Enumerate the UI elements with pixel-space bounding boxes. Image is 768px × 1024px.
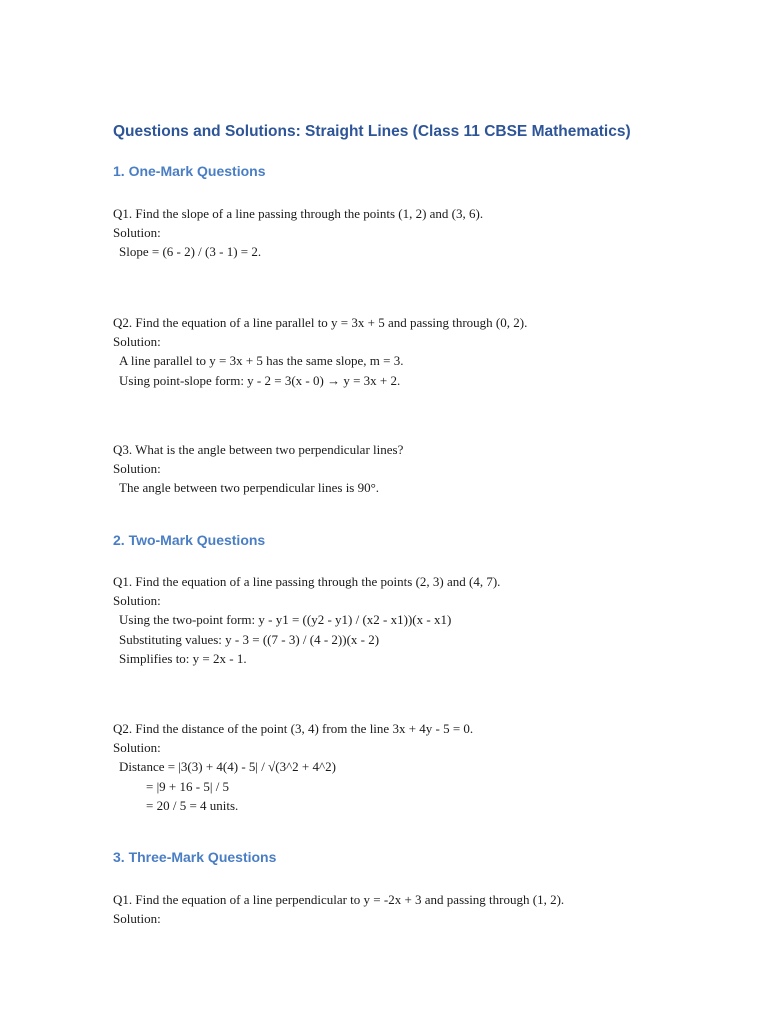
question-text: Q3. What is the angle between two perpendicular lines? <box>113 442 404 457</box>
question-block-1-1 <box>113 204 733 262</box>
solution-step: = 20 / 5 = 4 units. <box>146 797 239 813</box>
solution-label: Solution: <box>113 593 161 609</box>
section-heading-two-mark: 2. Two-Mark Questions <box>113 532 266 548</box>
solution-step: A line parallel to y = 3x + 5 has the same slope, m = 3. <box>119 353 404 369</box>
solution-step: Distance = |3(3) + 4(4) - 5| / √(3^2 + 4^2) <box>119 759 336 775</box>
solution-label: Solution: <box>113 461 161 477</box>
solution-label: Solution: <box>113 334 161 350</box>
question-text: Q1. Find the slope of a line passing through the points (1, 2) and (3, 6). <box>113 206 484 221</box>
solution-step: The angle between two perpendicular lines is 90°. <box>119 480 380 496</box>
question-text: Q1. Find the equation of a line perpendicular to y = -2x + 3 and passing through (1, 2). <box>113 892 565 907</box>
question-text: Q1. Find the equation of a line passing through the points (2, 3) and (4, 7). <box>113 574 501 589</box>
question-block-3-1 <box>113 890 733 928</box>
question-block-2-2 <box>113 719 733 815</box>
solution-step: Using point-slope form: y - 2 = 3(x - 0) → y = 3x + 2. <box>119 372 401 388</box>
solution-label: Solution: <box>113 225 161 241</box>
solution-step: Slope = (6 - 2) / (3 - 1) = 2. <box>119 244 262 260</box>
section-heading-one-mark: 1. One-Mark Questions <box>113 163 266 179</box>
document-title: Questions and Solutions: Straight Lines (Class 11 CBSE Mathematics) <box>113 123 631 140</box>
section-heading-three-mark: 3. Three-Mark Questions <box>113 849 277 865</box>
question-block-2-1 <box>113 572 733 668</box>
solution-label: Solution: <box>113 911 161 927</box>
solution-step: = |9 + 16 - 5| / 5 <box>146 778 230 794</box>
solution-label: Solution: <box>113 740 161 756</box>
question-text: Q2. Find the equation of a line parallel to y = 3x + 5 and passing through (0, 2). <box>113 315 528 330</box>
question-block-1-3 <box>113 440 733 498</box>
solution-step: Substituting values: y - 3 = ((7 - 3) / (4 - 2))(x - 2) <box>119 631 380 647</box>
solution-step: Using the two-point form: y - y1 = ((y2 - y1) / (x2 - x1))(x - x1) <box>119 612 452 628</box>
question-text: Q2. Find the distance of the point (3, 4) from the line 3x + 4y - 5 = 0. <box>113 721 474 736</box>
solution-step: Simplifies to: y = 2x - 1. <box>119 650 247 666</box>
question-block-1-2 <box>113 313 733 390</box>
